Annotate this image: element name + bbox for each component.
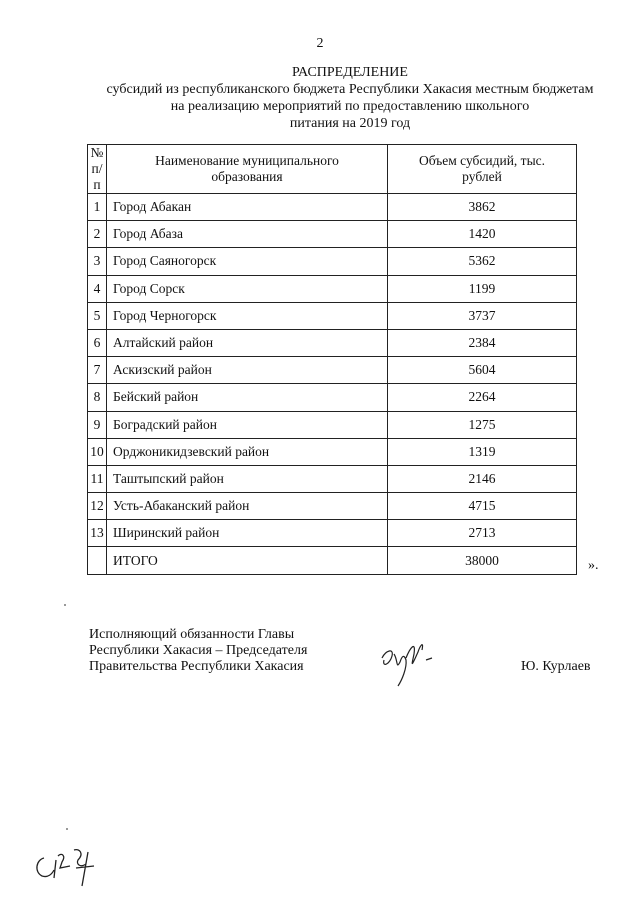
table-row: [88, 329, 577, 356]
table-row: [88, 384, 577, 411]
table-body: [88, 194, 577, 575]
row-name: Аскизский район: [107, 357, 388, 384]
title-heading: РАСПРЕДЕЛЕНИЕ: [292, 65, 408, 80]
header-name-line-2: образования: [211, 169, 283, 184]
row-name: Ширинский район: [107, 520, 388, 547]
scan-speck: [64, 604, 66, 606]
row-name: Город Саяногорск: [107, 248, 388, 275]
table-row: [88, 438, 577, 465]
row-value: 1275: [388, 411, 577, 438]
table-row: [88, 493, 577, 520]
row-name: Таштыпский район: [107, 465, 388, 492]
header-value-line-1: Объем субсидий, тыс.: [418, 153, 546, 168]
table-row: [88, 194, 577, 221]
row-value: 2264: [388, 384, 577, 411]
title-line-1: субсидий из республиканского бюджета Республики Хакасия местным бюджетам: [106, 82, 594, 97]
table-header-row: [88, 145, 577, 194]
scan-speck: [66, 828, 68, 830]
row-name: Алтайский район: [107, 329, 388, 356]
signature-title-line-3: Правительства Республики Хакасия: [89, 659, 304, 674]
row-name: Усть-Абаканский район: [107, 493, 388, 520]
handwritten-signature: [372, 630, 442, 690]
total-row-value: 38000: [388, 547, 577, 574]
row-name: Бейский район: [107, 384, 388, 411]
row-value: 2713: [388, 520, 577, 547]
row-name: Город Сорск: [107, 275, 388, 302]
row-value: 3862: [388, 194, 577, 221]
row-value: 1199: [388, 275, 577, 302]
table-row: [88, 302, 577, 329]
header-value: [388, 145, 577, 194]
header-number: [88, 145, 107, 194]
row-number: 11: [88, 465, 107, 492]
signature-title-block: [89, 627, 307, 675]
header-number-line-1: №: [90, 145, 104, 160]
row-value: 4715: [388, 493, 577, 520]
row-number: 1: [88, 194, 107, 221]
row-value: 1319: [388, 438, 577, 465]
row-name: Орджоникидзевский район: [107, 438, 388, 465]
header-name-line-1: Наименование муниципального: [155, 153, 339, 168]
row-value: 2146: [388, 465, 577, 492]
row-number: 2: [88, 221, 107, 248]
total-row-number: [88, 547, 107, 574]
table-row: [88, 465, 577, 492]
row-value: 5362: [388, 248, 577, 275]
row-value: 5604: [388, 357, 577, 384]
row-number: 13: [88, 520, 107, 547]
row-number: 10: [88, 438, 107, 465]
table-row: [88, 520, 577, 547]
signature-title-line-1: Исполняющий обязанности Главы: [89, 627, 295, 642]
table-row: [88, 221, 577, 248]
page-number: 2: [316, 36, 324, 51]
row-number: 5: [88, 302, 107, 329]
title-line-2: на реализацию мероприятий по предоставлению школьного: [170, 99, 530, 114]
row-value: 1420: [388, 221, 577, 248]
row-name: Город Черногорск: [107, 302, 388, 329]
closing-quote: ».: [588, 558, 599, 573]
table-total-row: [88, 547, 577, 574]
row-number: 12: [88, 493, 107, 520]
handwritten-note: [30, 838, 120, 893]
row-number: 7: [88, 357, 107, 384]
document-title: [60, 64, 640, 132]
row-name: Город Абаза: [107, 221, 388, 248]
row-value: 2384: [388, 329, 577, 356]
row-number: 3: [88, 248, 107, 275]
table-row: [88, 357, 577, 384]
signature-title-line-2: Республики Хакасия – Председателя: [89, 643, 308, 658]
signer-name: Ю. Курлаев: [521, 659, 591, 674]
row-number: 6: [88, 329, 107, 356]
row-value: 3737: [388, 302, 577, 329]
row-name: Город Абакан: [107, 194, 388, 221]
row-number: 9: [88, 411, 107, 438]
table-row: [88, 275, 577, 302]
total-row-name: ИТОГО: [107, 547, 388, 574]
table-row: [88, 248, 577, 275]
row-number: 4: [88, 275, 107, 302]
row-number: 8: [88, 384, 107, 411]
row-name: Боградский район: [107, 411, 388, 438]
table-row: [88, 411, 577, 438]
header-name: [107, 145, 388, 194]
distribution-table: [87, 144, 577, 575]
title-line-3: питания на 2019 год: [289, 116, 411, 131]
header-number-line-2: п/п: [91, 161, 103, 192]
header-value-line-2: рублей: [462, 169, 502, 184]
